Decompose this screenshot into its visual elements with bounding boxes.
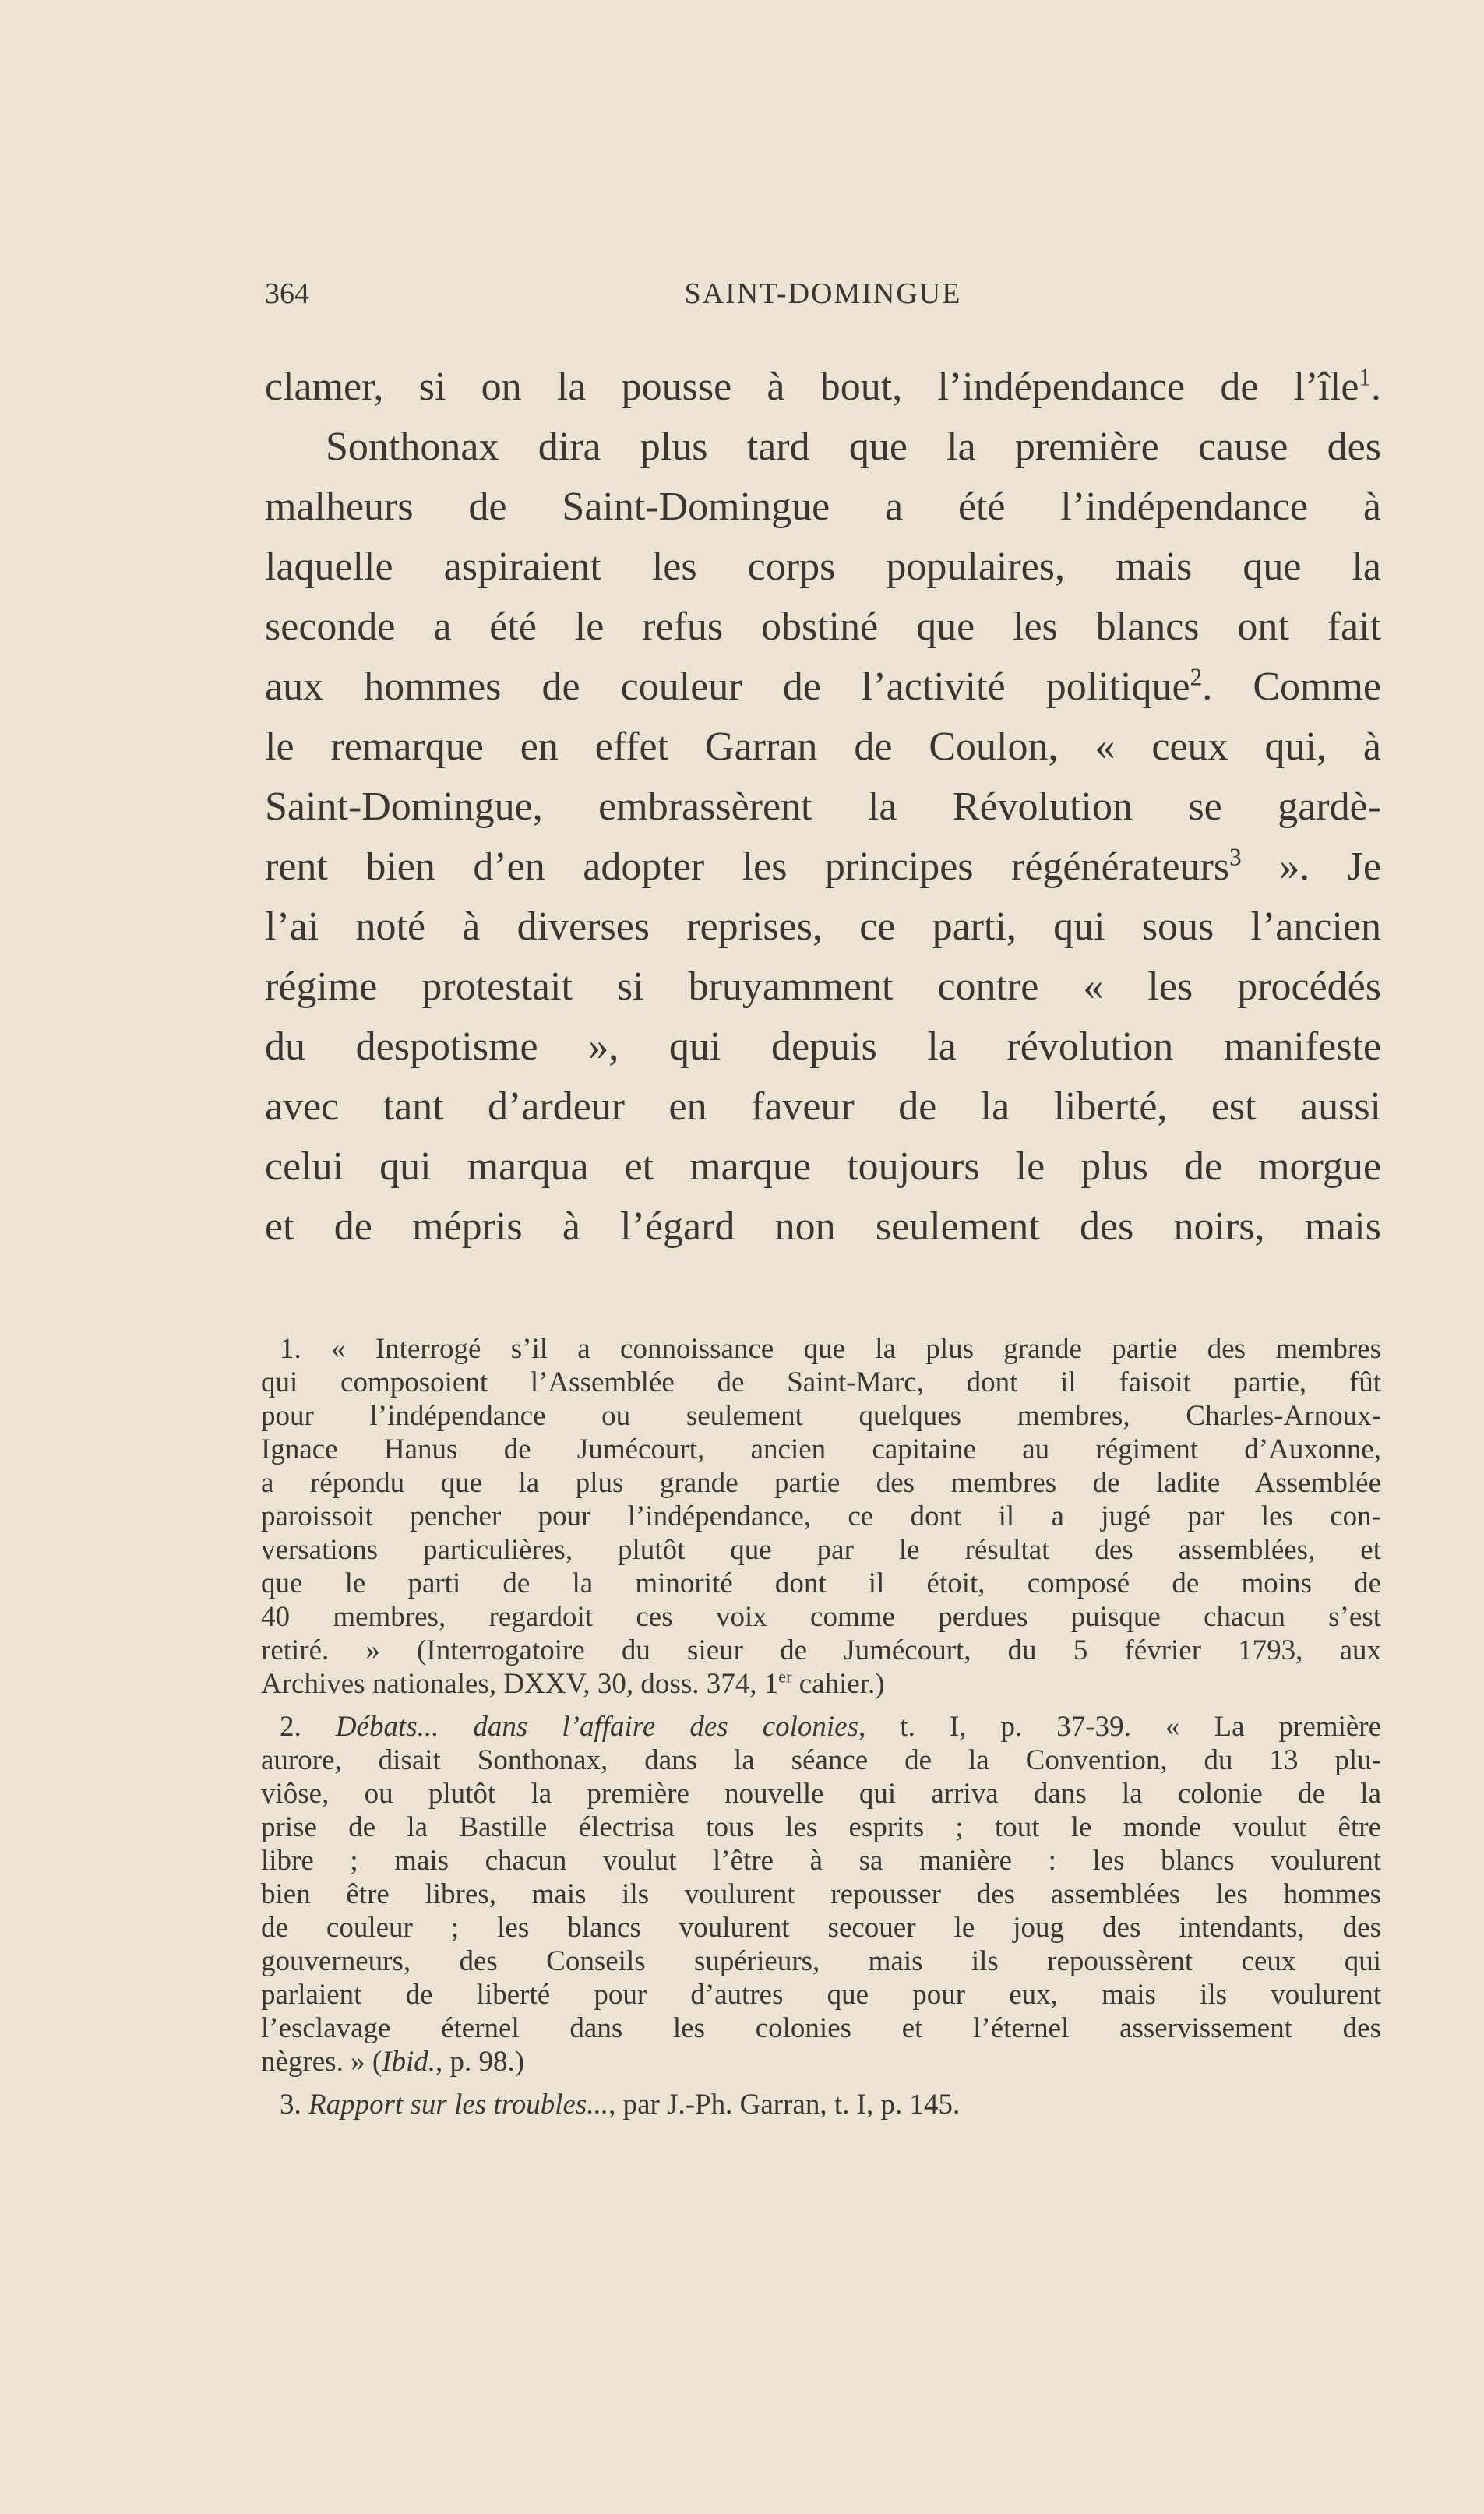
text-line xyxy=(261,1433,1381,1466)
text-line xyxy=(265,957,1381,1017)
italic-text: Rapport sur les troubles... xyxy=(308,2089,609,2121)
text-segment: l’esclavage éternel dans les colonies et l’éternel asservissement des xyxy=(261,2012,1381,2044)
text-line xyxy=(265,357,1381,417)
footnotes xyxy=(261,1332,1381,2131)
text-segment: aux hommes de couleur de l’activité politique xyxy=(265,665,1190,709)
running-header xyxy=(265,277,1381,316)
text-line xyxy=(261,1978,1381,2012)
body-text xyxy=(265,357,1381,1257)
text-line xyxy=(261,2088,1381,2121)
text-segment: . xyxy=(1371,365,1381,409)
text-segment: 2. xyxy=(280,1711,336,1743)
text-segment: rent bien d’en adopter les principes régénérateurs xyxy=(265,844,1230,889)
text-line xyxy=(261,1399,1381,1433)
footnote-reference: 1 xyxy=(1359,363,1371,391)
text-line xyxy=(261,1667,1381,1701)
text-segment: et de mépris à l’égard non seulement des noirs, mais xyxy=(265,1204,1381,1249)
text-segment: versations particulières, plutôt que par le résultat des assemblées, et xyxy=(261,1534,1381,1566)
text-segment: 40 membres, regardoit ces voix comme perdues puisque chacun s’est xyxy=(261,1601,1381,1633)
text-segment: bien être libres, mais ils voulurent repousser des assemblées les hommes xyxy=(261,1878,1381,1910)
text-line xyxy=(265,1197,1381,1257)
text-segment: libre ; mais chacun voulut l’être à sa manière : les blancs voulurent xyxy=(261,1845,1381,1877)
text-segment: avec tant d’ardeur en faveur de la liberté, est aussi xyxy=(265,1084,1381,1129)
text-line xyxy=(265,777,1381,837)
footnote-reference: er xyxy=(778,1667,792,1687)
text-line xyxy=(261,1366,1381,1399)
text-line xyxy=(265,417,1381,477)
text-segment: , t. I, p. 37-39. « La première xyxy=(858,1711,1381,1743)
text-segment: a répondu que la plus grande partie des membres de ladite Assemblée xyxy=(261,1467,1381,1499)
text-line xyxy=(261,1533,1381,1567)
text-line xyxy=(261,1945,1381,1978)
text-line xyxy=(261,1777,1381,1811)
text-segment: viôse, ou plutôt la première nouvelle qui arriva dans la colonie de la xyxy=(261,1778,1381,1810)
text-line xyxy=(261,1500,1381,1533)
text-line xyxy=(265,897,1381,957)
text-segment: seconde a été le refus obstiné que les blancs ont fait xyxy=(265,605,1381,649)
text-line xyxy=(261,2045,1381,2079)
text-segment: 1. « Interrogé s’il a connoissance que la plus grande partie des membres xyxy=(280,1333,1381,1365)
text-segment: Archives nationales, DXXV, 30, doss. 374, 1 xyxy=(261,1668,779,1700)
text-segment: que le parti de la minorité dont il étoit, composé de moins de xyxy=(261,1567,1381,1599)
footnote-reference: 3 xyxy=(1229,843,1242,871)
text-line xyxy=(261,1911,1381,1945)
text-line xyxy=(261,1466,1381,1500)
text-line xyxy=(261,1600,1381,1634)
text-line xyxy=(265,1137,1381,1197)
text-segment: pour l’indépendance ou seulement quelques membres, Charles-Arnoux- xyxy=(261,1400,1381,1432)
text-line xyxy=(265,837,1381,897)
page-number: 364 xyxy=(265,277,309,310)
text-segment: . Comme xyxy=(1202,665,1381,709)
text-segment: aurore, disait Sonthonax, dans la séance de la Convention, du 13 plu- xyxy=(261,1744,1381,1776)
text-line xyxy=(265,477,1381,537)
text-segment: retiré. » (Interrogatoire du sieur de Jumécourt, du 5 février 1793, aux xyxy=(261,1634,1381,1666)
text-line xyxy=(265,597,1381,657)
footnote-2 xyxy=(261,1710,1381,2079)
text-segment: ». Je xyxy=(1241,844,1381,889)
text-segment: prise de la Bastille électrisa tous les esprits ; tout le monde voulut être xyxy=(261,1811,1381,1843)
text-segment: , par J.-Ph. Garran, t. I, p. 145. xyxy=(608,2089,961,2121)
text-line xyxy=(261,1744,1381,1777)
text-line xyxy=(261,1710,1381,1744)
text-line xyxy=(261,1878,1381,1911)
text-segment: nègres. » ( xyxy=(261,2046,382,2078)
text-line xyxy=(261,1332,1381,1366)
text-segment: l’ai noté à diverses reprises, ce parti, qui sous l’ancien xyxy=(265,904,1381,949)
text-segment: 3. xyxy=(280,2089,308,2121)
text-segment: le remarque en effet Garran de Coulon, « ceux qui, à xyxy=(265,725,1381,769)
text-segment: Saint-Domingue, embrassèrent la Révolution se gardè- xyxy=(265,785,1381,829)
footnote-3 xyxy=(261,2088,1381,2121)
text-line xyxy=(265,717,1381,777)
footnote-1 xyxy=(261,1332,1381,1701)
text-segment: gouverneurs, des Conseils supérieurs, mais ils repoussèrent ceux qui xyxy=(261,1945,1381,1977)
text-segment: de couleur ; les blancs voulurent secouer le joug des intendants, des xyxy=(261,1912,1381,1944)
text-segment: régime protestait si bruyamment contre « les procédés xyxy=(265,964,1381,1009)
text-segment: parlaient de liberté pour d’autres que pour eux, mais ils voulurent xyxy=(261,1979,1381,2011)
text-segment: qui composoient l’Assemblée de Saint-Marc, dont il faisoit partie, fût xyxy=(261,1366,1381,1398)
text-segment: Sonthonax dira plus tard que la première cause des xyxy=(326,425,1381,469)
text-line xyxy=(265,537,1381,597)
text-line xyxy=(261,1634,1381,1667)
text-segment: du despotisme », qui depuis la révolution manifeste xyxy=(265,1024,1381,1069)
text-segment: paroissoit pencher pour l’indépendance, ce dont il a jugé par les con- xyxy=(261,1500,1381,1532)
running-title: SAINT-DOMINGUE xyxy=(684,277,962,310)
text-segment: cahier.) xyxy=(791,1668,885,1700)
text-line xyxy=(265,657,1381,717)
text-line xyxy=(261,1844,1381,1878)
text-segment: clamer, si on la pousse à bout, l’indépendance de l’île xyxy=(265,365,1359,409)
text-segment: , p. 98.) xyxy=(435,2046,525,2078)
footnote-reference: 2 xyxy=(1190,663,1203,691)
italic-text: Ibid. xyxy=(382,2046,435,2078)
text-line xyxy=(261,2012,1381,2045)
text-segment: laquelle aspiraient les corps populaires, mais que la xyxy=(265,545,1381,589)
text-segment: celui qui marqua et marque toujours le plus de morgue xyxy=(265,1144,1381,1189)
text-line xyxy=(265,1017,1381,1077)
text-line xyxy=(261,1567,1381,1600)
text-segment: Ignace Hanus de Jumécourt, ancien capitaine au régiment d’Auxonne, xyxy=(261,1433,1381,1465)
text-segment: malheurs de Saint-Domingue a été l’indépendance à xyxy=(265,485,1381,529)
text-line xyxy=(261,1811,1381,1844)
italic-text: Débats... dans l’affaire des colonies xyxy=(335,1711,858,1743)
text-line xyxy=(265,1077,1381,1137)
